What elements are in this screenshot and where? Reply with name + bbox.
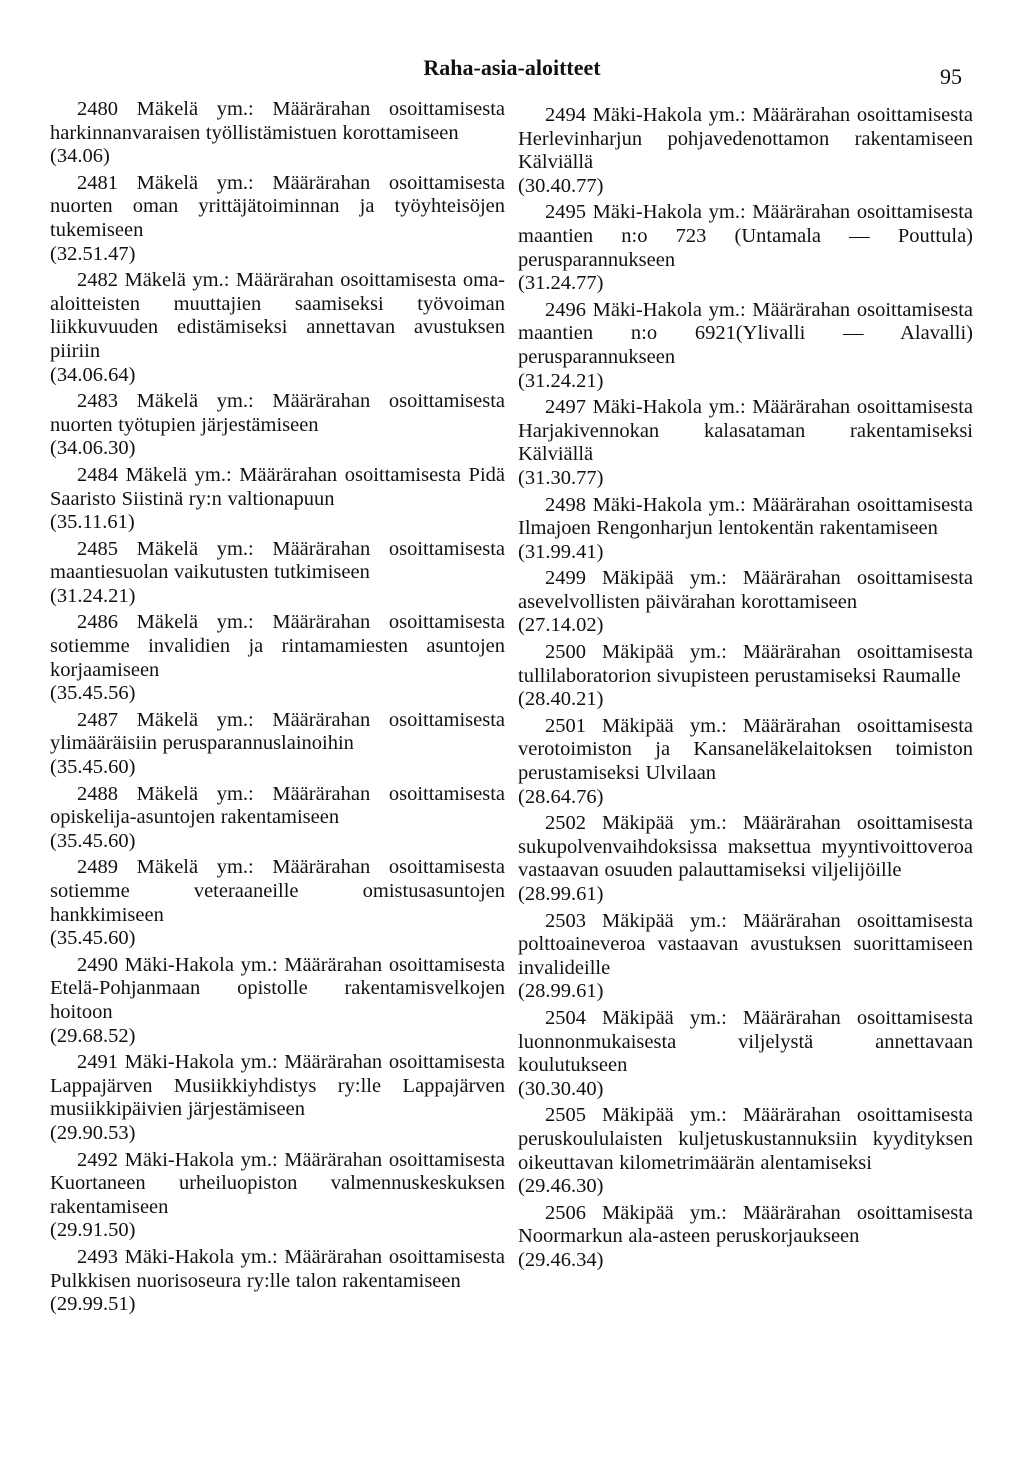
initiative-entry bbox=[50, 954, 505, 1048]
budget-reference: (35.11.61) bbox=[50, 511, 135, 534]
budget-reference: (29.91.50) bbox=[50, 1219, 136, 1242]
budget-reference: (34.06) bbox=[50, 145, 110, 168]
budget-reference: (35.45.60) bbox=[50, 756, 136, 779]
initiative-entry bbox=[50, 611, 505, 705]
initiative-entry bbox=[518, 715, 973, 809]
initiative-entry bbox=[518, 299, 973, 393]
initiative-entry bbox=[50, 98, 505, 169]
initiative-title: 2492 Mäki-Hakola ym.: Määrärahan osoittamisesta Kuortaneen urheiluopiston valmennuskeskuksen rakentamiseen bbox=[50, 1148, 505, 1218]
page-number: 95 bbox=[940, 64, 962, 89]
budget-reference: (29.68.52) bbox=[50, 1024, 136, 1047]
initiative-title: 2495 Mäki-Hakola ym.: Määrärahan osoittamisesta maantien n:o 723 (Untamala — Pouttula) perusparannukseen bbox=[518, 201, 973, 271]
initiative-title: 2496 Mäki-Hakola ym.: Määrärahan osoittamisesta maantien n:o 6921(Ylivalli — Alavalli) perusparannukseen bbox=[518, 298, 973, 368]
initiative-title: 2501 Mäkipää ym.: Määrärahan osoittamisesta verotoimiston ja Kansaneläkelaitoksen toimiston perustamiseksi Ulvilaan bbox=[518, 714, 973, 785]
initiative-entry bbox=[50, 1051, 505, 1145]
initiative-title: 2494 Mäki-Hakola ym.: Määrärahan osoittamisesta Herlevinharjun pohjavedenottamon rakentamiseen Kälviällä bbox=[518, 104, 973, 174]
initiative-title: 2486 Mäkelä ym.: Määrärahan osoittamisesta sotiemme invalidien ja rintamamiesten asuntojen korjaamiseen bbox=[50, 611, 505, 681]
initiative-title: 2483 Mäkelä ym.: Määrärahan osoittamisesta nuorten työtupien järjestämiseen bbox=[50, 390, 505, 436]
budget-reference: (28.99.61) bbox=[518, 883, 604, 905]
budget-reference: (32.51.47) bbox=[50, 242, 136, 265]
initiative-title: 2504 Mäkipää ym.: Määrärahan osoittamisesta luonnonmukaisesta viljelystä annettavaan koulutukseen bbox=[518, 1006, 973, 1077]
initiative-title: 2482 Mäkelä ym.: Määrärahan osoittamisesta oma-aloitteisten muuttajien saamiseksi työvoiman liikkuvuuden edistämiseksi annettavan avustuksen piiriin bbox=[50, 269, 505, 362]
initiative-title: 2487 Mäkelä ym.: Määrärahan osoittamisesta ylimääräisiin perusparannuslainoihin bbox=[50, 708, 505, 755]
initiative-title: 2497 Mäki-Hakola ym.: Määrärahan osoittamisesta Harjakivennokan kalasataman rakentamiseksi Kälviällä bbox=[518, 396, 973, 466]
initiative-title: 2503 Mäkipää ym.: Määrärahan osoittamisesta polttoaineveroa vastaavan avustuksen suorittamiseen invalideille bbox=[518, 909, 973, 979]
initiative-title: 2490 Mäki-Hakola ym.: Määrärahan osoittamisesta Etelä-Pohjanmaan opistolle rakentamisvelkojen hoitoon bbox=[50, 953, 505, 1023]
budget-reference: (29.46.30) bbox=[518, 1175, 604, 1198]
budget-reference: (34.06.64) bbox=[50, 363, 136, 386]
initiative-title: 2500 Mäkipää ym.: Määrärahan osoittamisesta tullilaboratorion sivupisteen perustamiseksi Raumalle bbox=[518, 641, 973, 687]
initiative-entry bbox=[518, 641, 973, 712]
initiative-entry bbox=[50, 172, 505, 266]
budget-reference: (29.46.34) bbox=[518, 1248, 604, 1271]
initiative-title: 2484 Mäkelä ym.: Määrärahan osoittamisesta Pidä Saaristo Siistinä ry:n valtionapuun bbox=[50, 463, 505, 510]
budget-reference: (31.24.77) bbox=[518, 272, 604, 295]
initiative-title: 2506 Mäkipää ym.: Määrärahan osoittamisesta Noormarkun ala-asteen peruskorjaukseen bbox=[518, 1201, 973, 1248]
budget-reference: (27.14.02) bbox=[518, 614, 604, 637]
initiative-entry bbox=[518, 396, 973, 490]
initiative-entry bbox=[50, 464, 505, 535]
initiative-title: 2485 Mäkelä ym.: Määrärahan osoittamisesta maantiesuolan vaikutusten tutkimiseen bbox=[50, 537, 505, 584]
initiative-entry bbox=[518, 201, 973, 295]
initiative-entry bbox=[50, 269, 505, 387]
initiative-entry bbox=[50, 390, 505, 461]
initiative-title: 2502 Mäkipää ym.: Määrärahan osoittamisesta sukupolvenvaihdoksissa maksettua myyntivoittoveroa vastaavan osuuden palauttamiseksi viljelijöille bbox=[518, 812, 973, 882]
initiative-title: 2505 Mäkipää ym.: Määrärahan osoittamisesta peruskoululaisten kuljetuskustannuksiin kyydityksen oikeuttavan kilometrimäärän alentamiseksi bbox=[518, 1104, 973, 1174]
running-header-title: Raha-asia-aloitteet bbox=[423, 55, 601, 80]
budget-reference: (28.99.61) bbox=[518, 980, 604, 1003]
budget-reference: (35.45.60) bbox=[50, 829, 136, 852]
initiative-title: 2480 Mäkelä ym.: Määrärahan osoittamisesta harkinnanvaraisen työllistämistuen korottamiseen bbox=[50, 98, 505, 144]
budget-reference: (31.24.21) bbox=[518, 369, 604, 392]
budget-reference: (28.64.76) bbox=[518, 785, 604, 808]
initiative-entry bbox=[518, 1104, 973, 1198]
initiative-title: 2493 Mäki-Hakola ym.: Määrärahan osoittamisesta Pulkkisen nuorisoseura ry:lle talon rakentamiseen bbox=[50, 1245, 505, 1292]
budget-reference: (34.06.30) bbox=[50, 437, 136, 460]
budget-reference: (28.40.21) bbox=[518, 688, 604, 711]
initiative-title: 2491 Mäki-Hakola ym.: Määrärahan osoittamisesta Lappajärven Musiikkiyhdistys ry:lle Lappajärven musiikkipäivien järjestämiseen bbox=[50, 1051, 505, 1121]
initiative-entry bbox=[518, 104, 973, 198]
right-column bbox=[518, 104, 973, 1276]
budget-reference: (30.40.77) bbox=[518, 174, 604, 197]
initiative-title: 2481 Mäkelä ym.: Määrärahan osoittamisesta nuorten oman yrittäjätoiminnan ja työyhteisöjen tukemiseen bbox=[50, 171, 505, 241]
initiative-title: 2499 Mäkipää ym.: Määrärahan osoittamisesta asevelvollisten päivärahan korottamiseen bbox=[518, 567, 973, 613]
budget-reference: (29.90.53) bbox=[50, 1121, 136, 1144]
budget-reference: (30.30.40) bbox=[518, 1077, 604, 1100]
budget-reference: (31.24.21) bbox=[50, 584, 136, 607]
initiative-entry bbox=[50, 1149, 505, 1243]
initiative-entry bbox=[518, 494, 973, 565]
budget-reference: (31.30.77) bbox=[518, 466, 604, 489]
left-column bbox=[50, 98, 505, 1320]
initiative-entry bbox=[518, 567, 973, 638]
initiative-entry bbox=[50, 1246, 505, 1317]
initiative-title: 2489 Mäkelä ym.: Määrärahan osoittamisesta sotiemme veteraaneille omistusasuntojen hankkimiseen bbox=[50, 856, 505, 926]
initiative-entry bbox=[50, 856, 505, 950]
initiative-entry bbox=[518, 1007, 973, 1101]
initiative-entry bbox=[518, 910, 973, 1004]
initiative-entry bbox=[50, 538, 505, 609]
budget-reference: (35.45.56) bbox=[50, 682, 136, 705]
initiative-title: 2488 Mäkelä ym.: Määrärahan osoittamisesta opiskelija-asuntojen rakentamiseen bbox=[50, 782, 505, 829]
initiative-title: 2498 Mäki-Hakola ym.: Määrärahan osoittamisesta Ilmajoen Rengonharjun lentokentän rakentamiseen bbox=[518, 493, 973, 540]
budget-reference: (35.45.60) bbox=[50, 927, 136, 950]
initiative-entry bbox=[50, 709, 505, 780]
initiative-entry bbox=[518, 812, 973, 906]
initiative-entry bbox=[50, 783, 505, 854]
initiative-entry bbox=[518, 1202, 973, 1273]
budget-reference: (29.99.51) bbox=[50, 1293, 136, 1316]
budget-reference: (31.99.41) bbox=[518, 540, 604, 563]
